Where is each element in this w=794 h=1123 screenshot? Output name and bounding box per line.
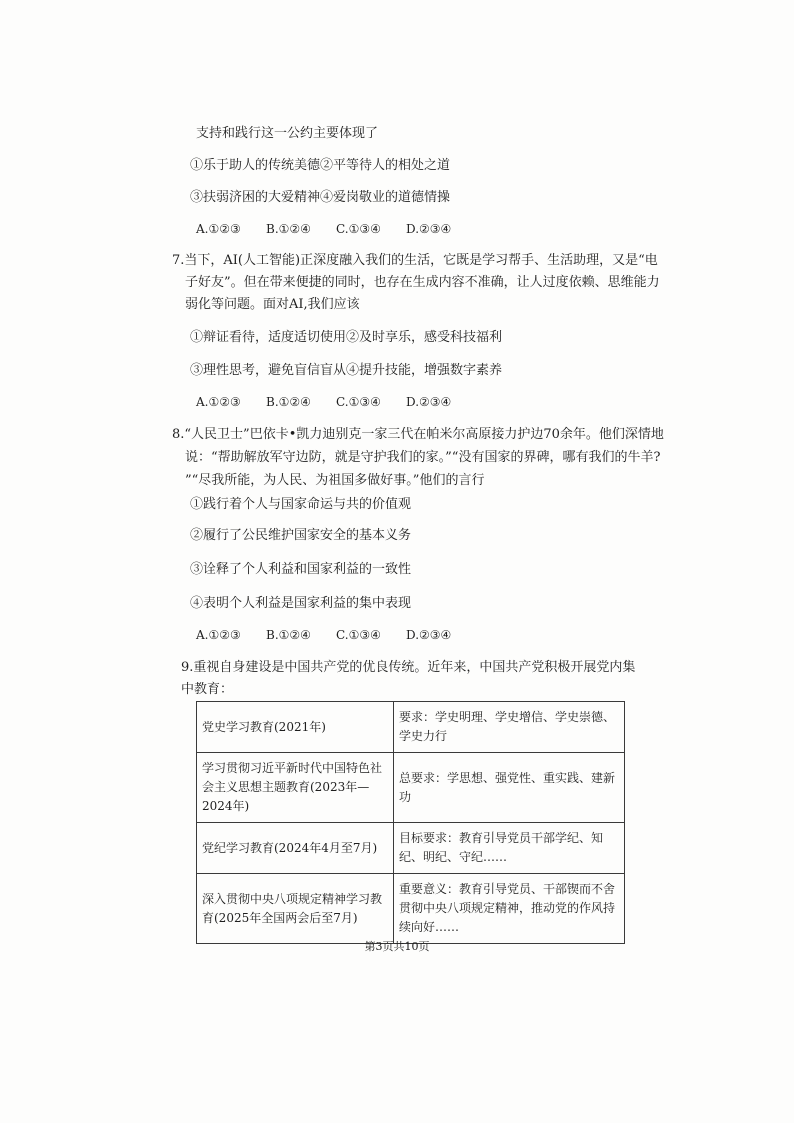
table-cell-detail: 总要求：学思想、强党性、重实践、建新功 [394,753,625,823]
q6-statement-2: ③扶弱济困的大爱精神④爱岗敬业的道德情操 [190,190,451,205]
q6-statement-1: ①乐于助人的传统美德②平等待人的相处之道 [190,158,451,173]
q7-statement-2: ③理性思考，避免盲信盲从④提升技能，增强数字素养 [190,363,503,378]
q8-statement-3: ③诠释了个人利益和国家利益的一致性 [190,562,412,577]
q6-option-b[interactable]: B.①②④ [266,222,311,236]
q7-option-c[interactable]: C.①③④ [336,395,381,409]
table-cell-name: 党纪学习教育(2024年4月至7月) [197,823,394,874]
table-row [197,823,625,874]
q8-statement-1: ①践行着个人与国家命运与共的价值观 [190,497,412,512]
q7-options [196,393,476,411]
table-cell-detail: 要求：学史明理、学史增信、学史崇德、学史力行 [394,702,625,753]
page-footer: 第3页共10页 [364,940,430,953]
q8-option-d[interactable]: D.②③④ [406,628,452,642]
q9-stem-line-2: 中教育： [181,682,234,697]
table-row [197,753,625,823]
q8-options [196,626,476,644]
q7-stem-line-1: 7.当下，AI(人工智能)正深度融入我们的生活，它既是学习帮手、生活助理，又是“电 [172,253,658,268]
table-row [197,702,625,753]
q8-stem-line-2: 说：“帮助解放军守边防，就是守护我们的家。”“没有国家的界碑，哪有我们的牛羊? [185,450,661,465]
q6-options [196,220,476,238]
table-row [197,874,625,944]
q8-option-b[interactable]: B.①②④ [266,628,311,642]
q8-option-c[interactable]: C.①③④ [336,628,381,642]
party-education-table [196,701,625,944]
q7-stem-line-2: 子好友”。但在带来便捷的同时，也存在生成内容不准确，让人过度依赖、思维能力 [185,275,660,290]
q7-option-a[interactable]: A.①②③ [196,395,241,409]
table-cell-name: 党史学习教育(2021年) [197,702,394,753]
q6-option-d[interactable]: D.②③④ [406,222,452,236]
q8-stem-line-3: ”“尽我所能，为人民、为祖国多做好事。”他们的言行 [185,473,485,488]
q7-option-d[interactable]: D.②③④ [406,395,452,409]
q7-statement-1: ①辩证看待，适度适切使用②及时享乐，感受科技福利 [190,330,503,345]
table-cell-name: 学习贯彻习近平新时代中国特色社会主义思想主题教育(2023年—2024年) [197,753,394,823]
q8-statement-4: ④表明个人利益是国家利益的集中表现 [190,596,412,611]
table-cell-name: 深入贯彻中央八项规定精神学习教育(2025年全国两会后至7月) [197,874,394,944]
q7-option-b[interactable]: B.①②④ [266,395,311,409]
q6-option-c[interactable]: C.①③④ [336,222,381,236]
q6-option-a[interactable]: A.①②③ [196,222,241,236]
table-cell-detail: 重要意义：教育引导党员、干部锲而不舍贯彻中央八项规定精神，推动党的作风持续向好…… [394,874,625,944]
q7-stem-line-3: 弱化等问题。面对AI,我们应该 [185,297,360,312]
q8-stem-line-1: 8.“人民卫士”巴依卡•凯力迪别克一家三代在帕米尔高原接力护边70余年。他们深情地 [172,427,664,442]
q9-stem-line-1: 9.重视自身建设是中国共产党的优良传统。近年来，中国共产党积极开展党内集 [181,660,636,675]
q8-option-a[interactable]: A.①②③ [196,628,241,642]
table-cell-detail: 目标要求：教育引导党员干部学纪、知纪、明纪、守纪…… [394,823,625,874]
q8-statement-2: ②履行了公民维护国家安全的基本义务 [190,528,412,543]
q6-intro: 支持和践行这一公约主要体现了 [196,126,379,141]
